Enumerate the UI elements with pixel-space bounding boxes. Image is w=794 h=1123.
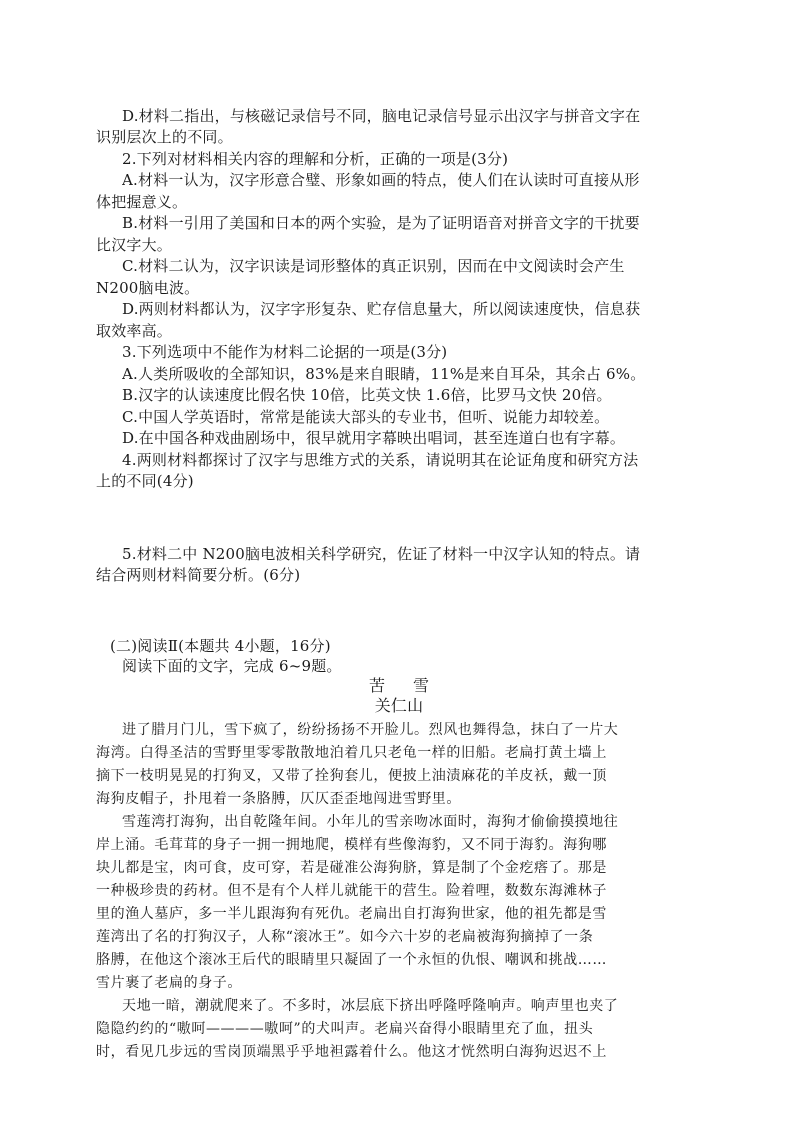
text-line: 结合两则材料简要分析。(6分) [96,566,301,584]
question-2-option-a: A.材料一认为，汉字形意合璧、形象如画的特点，使人们在认读时可直接从形 [122,171,640,189]
question-5-stem: 5.材料二中 N200脑电波相关科学研究，佐证了材料一中汉字认知的特点。请 [122,545,641,563]
story-paragraph-2: 雪莲湾打海狗，出自乾隆年间。小年儿的雪亲吻冰面时，海狗才偷偷摸摸地往 [122,814,619,830]
question-2-stem: 2.下列对材料相关内容的理解和分析，正确的一项是(3分) [122,150,509,168]
story-line: 时，看见几步远的雪岗顶端黑乎乎地袒露着什么。他这才恍然明白海狗迟迟不上 [96,1044,607,1060]
story-line: 隐隐约约的“嗷呵————嗷呵”的犬叫声。老扁兴奋得小眼睛里充了血，扭头 [96,1021,594,1037]
story-line: 海狗皮帽子，扑甩着一条胳膊，仄仄歪歪地闯进雪野里。 [96,791,461,807]
question-4-stem: 4.两则材料都探讨了汉字与思维方式的关系，请说明其在论证角度和研究方法 [122,451,639,469]
question-2-option-b: B.材料一引用了美国和日本的两个实验，是为了证明语音对拼音文字的干扰要 [122,214,640,232]
question-2-option-c: C.材料二认为，汉字识读是词形整体的真正识别，因而在中文阅读时会产生 [122,257,625,275]
story-line: 岸上涌。毛茸茸的身子一拥一拥地爬，模样有些像海豹，又不同于海豹。海狗哪 [96,837,607,853]
text-line-option-d: D.材料二指出，与核磁记录信号不同，脑电记录信号显示出汉字与拼音文字在 [122,107,641,125]
section-heading: (二)阅读Ⅱ(本题共 4小题，16分) [110,637,331,655]
text-line: 识别层次上的不同。 [96,128,233,146]
story-line: 海湾。白得圣洁的雪野里零零散散地泊着几只老龟一样的旧船。老扁打黄土墙上 [96,745,607,761]
text-line: 上的不同(4分) [96,472,194,490]
question-3-option-d: D.在中国各种戏曲剧场中，很早就用字幕映出唱词，甚至连道白也有字幕。 [122,429,626,447]
section-instruction: 阅读下面的文字，完成 6~9题。 [122,657,342,675]
story-paragraph-1: 进了腊月门儿，雪下疯了，纷纷扬扬不开脸儿。烈风也舞得急，抹白了一片大 [122,722,619,738]
story-line: 莲湾出了名的打狗汉子，人称“滚冰王”。如今六十岁的老扁被海狗摘掉了一条 [96,929,594,945]
question-3-option-b: B.汉字的认读速度比假名快 10倍，比英文快 1.6倍，比罗马文快 20倍。 [122,386,612,404]
question-3-option-c: C.中国人学英语时，常常是能读大部头的专业书，但听、说能力却较差。 [122,408,610,426]
text-line: N200脑电波。 [96,279,200,297]
story-paragraph-3: 天地一暗，潮就爬来了。不多时，冰层底下挤出呼隆呼隆响声。响声里也夹了 [122,998,619,1014]
story-line: 胳膊，在他这个滚冰王后代的眼睛里只凝固了一个永恒的仇恨、嘲讽和挑战…… [96,952,607,968]
story-title: 苦雪 [368,676,457,695]
text-line: 取效率高。 [96,322,173,340]
story-line: 摘下一枝明晃晃的打狗叉，又带了拴狗套儿，便披上油渍麻花的羊皮袄，戴一顶 [96,768,607,784]
story-author: 关仁山 [374,696,424,715]
story-line: 一种极珍贵的药材。但不是有个人样儿就能干的营生。险着哩，数数东海滩林子 [96,883,607,899]
story-line: 里的渔人墓庐，多一半儿跟海狗有死仇。老扁出自打海狗世家，他的祖先都是雪 [96,906,607,922]
text-line: 体把握意义。 [96,193,188,211]
story-line: 块儿都是宝，肉可食，皮可穿，若是碰准公海狗脐，算是制了个金疙瘩了。那是 [96,860,607,876]
story-line: 雪片裹了老扁的身子。 [96,975,242,991]
question-2-option-d: D.两则材料都认为，汉字字形复杂、贮存信息量大，所以阅读速度快，信息获 [122,300,641,318]
question-3-stem: 3.下列选项中不能作为材料二论据的一项是(3分) [122,343,448,361]
question-3-option-a: A.人类所吸收的全部知识，83%是来自眼睛，11%是来自耳朵，其余占 6%。 [122,365,646,383]
text-line: 比汉字大。 [96,236,173,254]
